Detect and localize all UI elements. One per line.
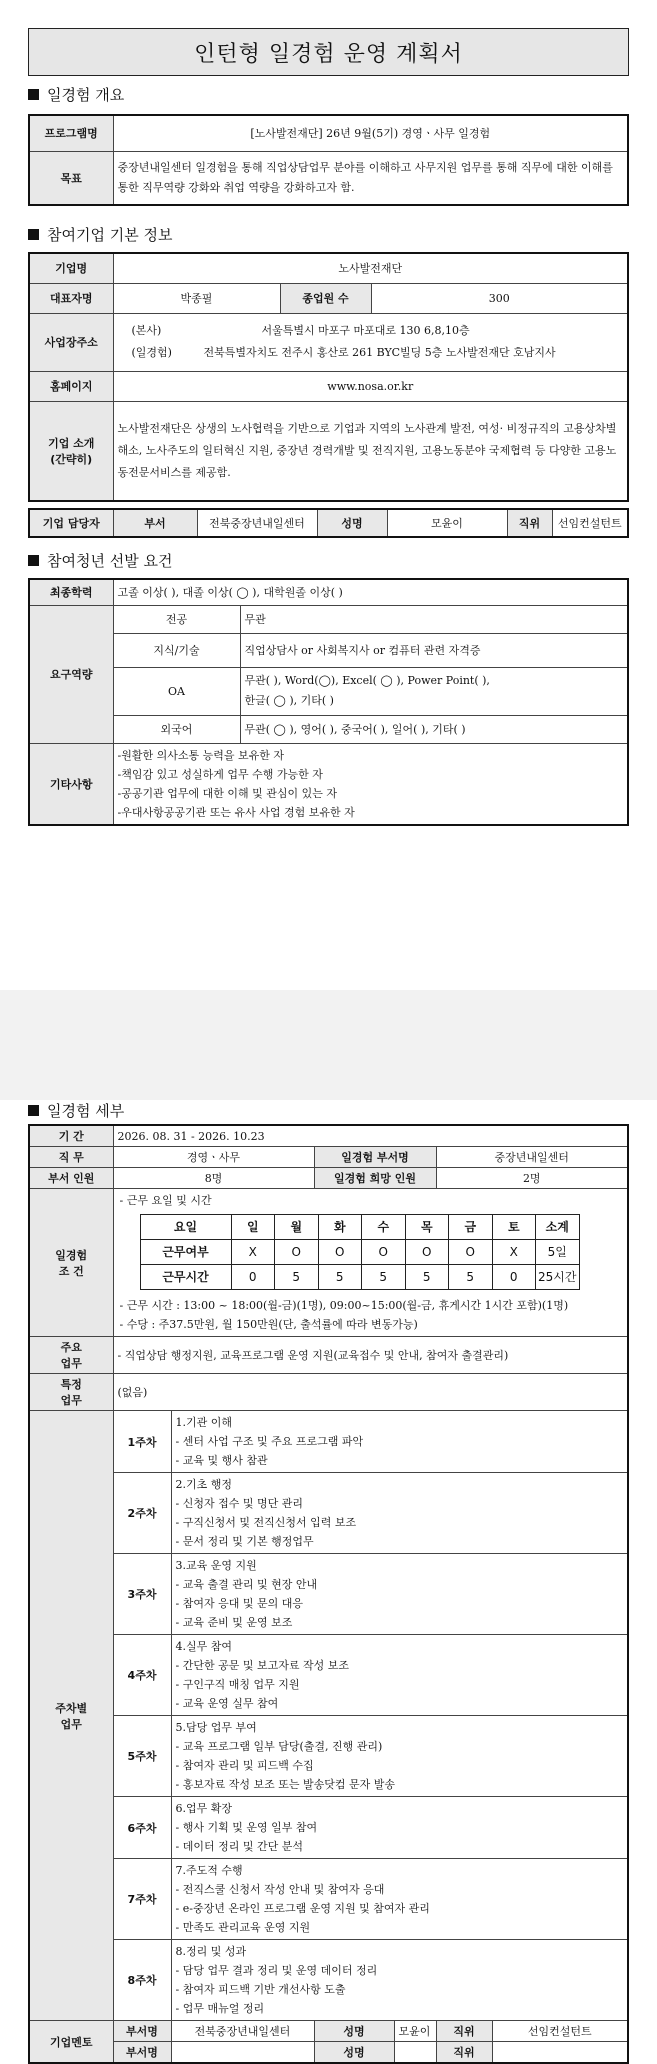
week-line: - 신청자 접수 및 명단 관리 bbox=[175, 1497, 303, 1510]
week-line: - 교육 출결 관리 및 현장 안내 bbox=[175, 1578, 318, 1591]
week-label: 7주차 bbox=[113, 1859, 171, 1940]
schedule-table bbox=[140, 1214, 580, 1290]
square-bullet-icon bbox=[28, 555, 39, 566]
condition-pay: - 수당 : 주37.5만원, 월 150만원(단, 출석률에 따라 변동가능) bbox=[119, 1317, 418, 1331]
mentor-name-value: 모윤이 bbox=[394, 2021, 436, 2042]
week-tasks bbox=[171, 1473, 628, 1554]
intro-label-line2: (간략히) bbox=[50, 452, 93, 466]
lang-label: 외국어 bbox=[113, 715, 240, 743]
schedule-cell: O bbox=[318, 1239, 362, 1264]
detail-dept-label: 일경험 부서명 bbox=[314, 1147, 436, 1168]
manager-position-label: 직위 bbox=[507, 509, 552, 537]
etc-label: 기타사항 bbox=[29, 743, 113, 825]
address-label: 사업장주소 bbox=[29, 313, 113, 371]
weekly-label-line1: 주차별 bbox=[55, 1701, 88, 1715]
week-line: - 구직신청서 및 전직신청서 입력 보조 bbox=[175, 1516, 357, 1529]
mentor-position-value: 선임컨설턴트 bbox=[492, 2021, 628, 2042]
condition-label-line2: 조 건 bbox=[58, 1264, 84, 1278]
page-one bbox=[0, 0, 657, 990]
etc-value bbox=[113, 743, 628, 825]
intro-value: 노사발전재단은 상생의 노사협력을 기반으로 기업과 지역의 노사관계 발전, 여성· 비정규직의 고용상차별해소, 노사주도의 일터혁신 지원, 중장년 경력개발 및 전직지원, 고용노동분야 국제협력 등 다양한 고용노동전문서비스를 제공함. bbox=[113, 401, 628, 501]
schedule-cell: 토 bbox=[492, 1214, 536, 1239]
condition-intro: - 근무 요일 및 시간 bbox=[119, 1193, 212, 1207]
schedule-cell: O bbox=[449, 1239, 493, 1264]
schedule-cell: 요일 bbox=[140, 1214, 231, 1239]
week-tasks bbox=[171, 1940, 628, 2021]
etc-item: -책임감 있고 성실하게 업무 수행 가능한 자 bbox=[117, 767, 323, 781]
etc-item: -우대사항공공기관 또는 유사 사업 경험 보유한 자 bbox=[117, 805, 355, 819]
schedule-cell: 목 bbox=[405, 1214, 449, 1239]
etc-item: -원활한 의사소통 능력을 보유한 자 bbox=[117, 748, 284, 762]
week-line: - 업무 매뉴얼 정리 bbox=[175, 2002, 265, 2015]
manager-position-value: 선임컨설턴트 bbox=[552, 509, 628, 537]
page-two bbox=[0, 1100, 657, 2059]
period-value: 2026. 08. 31 - 2026. 10.23 bbox=[113, 1125, 628, 1147]
special-task-label-line2: 업무 bbox=[60, 1394, 82, 1407]
major-value: 무관 bbox=[240, 605, 628, 633]
address-value bbox=[113, 313, 628, 371]
company-heading bbox=[28, 224, 172, 245]
schedule-cell: 5 bbox=[275, 1264, 319, 1289]
mentor2-position-label: 직위 bbox=[436, 2042, 492, 2064]
weekly-label-line2: 업무 bbox=[60, 1717, 82, 1731]
detail-dept-value: 중장년내일센터 bbox=[436, 1147, 628, 1168]
week-label: 5주차 bbox=[113, 1716, 171, 1797]
week-line: 8.정리 및 성과 bbox=[175, 1945, 247, 1958]
intro-label bbox=[29, 401, 113, 501]
oa-line2: 한글( ◯ ), 기타( ) bbox=[244, 694, 334, 707]
job-label: 직 무 bbox=[29, 1147, 113, 1168]
week-line: - 참여자 응대 및 문의 대응 bbox=[175, 1597, 303, 1610]
week-tasks bbox=[171, 1554, 628, 1635]
goal-value: 중장년내일센터 일경험을 통해 직업상담업무 분야를 이해하고 사무지원 업무를 통해 직무에 대한 이해를 통한 직무역량 강화와 취업 역량을 강화하고자 함. bbox=[113, 151, 628, 205]
mentor-name-label: 성명 bbox=[314, 2021, 394, 2042]
week-line: - 교육 및 행사 참관 bbox=[175, 1454, 268, 1467]
detail-heading-text: 일경험 세부 bbox=[47, 1102, 125, 1120]
staff-label: 부서 인원 bbox=[29, 1168, 113, 1189]
week-label: 1주차 bbox=[113, 1411, 171, 1473]
manager-name-value: 모윤이 bbox=[387, 509, 507, 537]
week-label: 8주차 bbox=[113, 1940, 171, 2021]
lang-value: 무관( ◯ ), 영어( ), 중국어( ), 일어( ), 기타( ) bbox=[240, 715, 628, 743]
week-tasks bbox=[171, 1716, 628, 1797]
week-line: 1.기관 이해 bbox=[175, 1416, 232, 1429]
week-line: - 구인구직 매칭 업무 지원 bbox=[175, 1678, 300, 1691]
week-line: - 참여자 관리 및 피드백 수집 bbox=[175, 1759, 314, 1772]
site-tag: (일경험) bbox=[131, 346, 172, 359]
schedule-cell: 소계 bbox=[536, 1214, 580, 1239]
condition-label bbox=[29, 1189, 113, 1337]
week-line: - 간단한 공문 및 보고자료 작성 보조 bbox=[175, 1659, 349, 1672]
week-line: 4.실무 참여 bbox=[175, 1640, 232, 1653]
mentor-label: 기업멘토 bbox=[29, 2021, 113, 2064]
weekly-label bbox=[29, 1411, 113, 2021]
week-line: 3.교육 운영 지원 bbox=[175, 1559, 257, 1572]
overview-heading bbox=[28, 84, 124, 105]
skill-value: 직업상담사 or 사회복지사 or 컴퓨터 관련 자격증 bbox=[240, 633, 628, 667]
hope-label: 일경험 희망 인원 bbox=[314, 1168, 436, 1189]
schedule-cell: 25시간 bbox=[536, 1264, 580, 1289]
company-table bbox=[28, 252, 629, 502]
week-label: 3주차 bbox=[113, 1554, 171, 1635]
requirements-heading-text: 참여청년 선발 요건 bbox=[47, 552, 173, 570]
competency-label: 요구역량 bbox=[29, 605, 113, 743]
week-line: - 교육 운영 실무 참여 bbox=[175, 1697, 279, 1710]
mentor2-name-value bbox=[394, 2042, 436, 2064]
special-task-label-line1: 특정 bbox=[60, 1378, 82, 1391]
week-tasks bbox=[171, 1859, 628, 1940]
mentor2-dept-label: 부서명 bbox=[113, 2042, 171, 2064]
main-task-label-line2: 업무 bbox=[60, 1357, 82, 1370]
oa-line1: 무관( ), Word(◯), Excel( ◯ ), Power Point( ), bbox=[244, 674, 490, 687]
week-line: - 담당 업무 결과 정리 및 운영 데이터 정리 bbox=[175, 1964, 378, 1977]
week-line: - 교육 준비 및 운영 보조 bbox=[175, 1616, 293, 1629]
week-line: 5.담당 업무 부여 bbox=[175, 1721, 257, 1734]
week-line: - 데이터 정리 및 간단 분석 bbox=[175, 1840, 303, 1853]
mentor-position-label: 직위 bbox=[436, 2021, 492, 2042]
manager-dept-value: 전북중장년내일센터 bbox=[197, 509, 317, 537]
schedule-cell: O bbox=[405, 1239, 449, 1264]
special-task-value: (없음) bbox=[113, 1374, 628, 1411]
program-label: 프로그램명 bbox=[29, 115, 113, 151]
square-bullet-icon bbox=[28, 229, 39, 240]
schedule-cell: O bbox=[275, 1239, 319, 1264]
document-title: 인턴형 일경험 운영 계획서 bbox=[28, 28, 629, 76]
week-line: 7.주도적 수행 bbox=[175, 1864, 243, 1877]
square-bullet-icon bbox=[28, 89, 39, 100]
schedule-cell: X bbox=[492, 1239, 536, 1264]
schedule-cell: 0 bbox=[231, 1264, 275, 1289]
company-heading-text: 참여기업 기본 정보 bbox=[47, 226, 173, 244]
schedule-cell: 근무시간 bbox=[140, 1264, 231, 1289]
edu-label: 최종학력 bbox=[29, 579, 113, 605]
week-line: - 센터 사업 구조 및 주요 프로그램 파악 bbox=[175, 1435, 364, 1448]
manager-name-label: 성명 bbox=[317, 509, 387, 537]
schedule-cell: 5 bbox=[405, 1264, 449, 1289]
skill-label: 지식/기술 bbox=[113, 633, 240, 667]
week-line: 6.업무 확장 bbox=[175, 1802, 232, 1815]
page-gap bbox=[0, 990, 657, 1100]
week-line: - 홍보자료 작성 보조 또는 발송닷컴 문자 발송 bbox=[175, 1778, 395, 1791]
week-line: - e-중장년 온라인 프로그램 운영 지원 및 참여자 관리 bbox=[175, 1902, 430, 1915]
week-label: 4주차 bbox=[113, 1635, 171, 1716]
condition-time: - 근무 시간 : 13:00 ~ 18:00(월-금)(1명), 09:00~15:00(월-금, 휴게시간 1시간 포함)(1명) bbox=[119, 1298, 569, 1312]
mentor2-dept-value bbox=[171, 2042, 314, 2064]
schedule-cell: O bbox=[362, 1239, 406, 1264]
week-line: - 참여자 피드백 기반 개선사항 도출 bbox=[175, 1983, 346, 1996]
week-tasks bbox=[171, 1411, 628, 1473]
employees-label: 종업원 수 bbox=[280, 283, 371, 313]
special-task-label bbox=[29, 1374, 113, 1411]
hq-tag: (본사) bbox=[131, 324, 162, 337]
week-line: - 문서 정리 및 기본 행정업무 bbox=[175, 1535, 314, 1548]
week-tasks bbox=[171, 1797, 628, 1859]
intro-label-line1: 기업 소개 bbox=[48, 436, 95, 450]
company-name-value: 노사발전재단 bbox=[113, 253, 628, 283]
requirements-table bbox=[28, 578, 629, 826]
schedule-cell: 5 bbox=[362, 1264, 406, 1289]
main-task-label-line1: 주요 bbox=[60, 1341, 82, 1354]
schedule-cell: 5 bbox=[449, 1264, 493, 1289]
schedule-cell: 월 bbox=[275, 1214, 319, 1239]
condition-label-line1: 일경험 bbox=[55, 1248, 88, 1262]
condition-value bbox=[113, 1189, 628, 1337]
ceo-value: 박종필 bbox=[113, 283, 280, 313]
major-label: 전공 bbox=[113, 605, 240, 633]
week-line: - 교육 프로그램 일부 담당(출결, 진행 관리) bbox=[175, 1740, 383, 1753]
period-label: 기 간 bbox=[29, 1125, 113, 1147]
week-label: 6주차 bbox=[113, 1797, 171, 1859]
site-address: 전북특별자치도 전주시 홍산로 261 BYC빌딩 5층 노사발전재단 호남지사 bbox=[203, 346, 556, 359]
schedule-cell: X bbox=[231, 1239, 275, 1264]
etc-item: -공공기관 업무에 대한 이해 및 관심이 있는 자 bbox=[117, 786, 337, 800]
employees-value: 300 bbox=[371, 283, 628, 313]
schedule-cell: 0 bbox=[492, 1264, 536, 1289]
hq-address: 서울특별시 마포구 마포대로 130 6,8,10층 bbox=[261, 324, 470, 337]
detail-heading bbox=[28, 1100, 124, 1121]
schedule-cell: 화 bbox=[318, 1214, 362, 1239]
homepage-value: www.nosa.or.kr bbox=[113, 371, 628, 401]
week-line: - 만족도 관리교육 운영 지원 bbox=[175, 1921, 311, 1934]
mentor-dept-value: 전북중장년내일센터 bbox=[171, 2021, 314, 2042]
main-task-label bbox=[29, 1337, 113, 1374]
square-bullet-icon bbox=[28, 1105, 39, 1116]
week-line: 2.기초 행정 bbox=[175, 1478, 232, 1491]
overview-heading-text: 일경험 개요 bbox=[47, 86, 125, 104]
detail-table bbox=[28, 1124, 629, 2064]
homepage-label: 홈페이지 bbox=[29, 371, 113, 401]
oa-label: OA bbox=[113, 667, 240, 715]
mentor2-name-label: 성명 bbox=[314, 2042, 394, 2064]
week-tasks bbox=[171, 1635, 628, 1716]
week-line: - 행사 기획 및 운영 일부 참여 bbox=[175, 1821, 318, 1834]
hope-value: 2명 bbox=[436, 1168, 628, 1189]
manager-table bbox=[28, 508, 629, 538]
schedule-header-row bbox=[140, 1214, 579, 1239]
manager-label: 기업 담당자 bbox=[29, 509, 113, 537]
week-line: - 전직스쿨 신청서 작성 안내 및 참여자 응대 bbox=[175, 1883, 385, 1896]
schedule-workday-row bbox=[140, 1239, 579, 1264]
job-value: 경영ㆍ사무 bbox=[113, 1147, 314, 1168]
schedule-hours-row bbox=[140, 1264, 579, 1289]
manager-dept-label: 부서 bbox=[113, 509, 197, 537]
schedule-cell: 5 bbox=[318, 1264, 362, 1289]
edu-value: 고졸 이상( ), 대졸 이상( ◯ ), 대학원졸 이상( ) bbox=[113, 579, 628, 605]
overview-table bbox=[28, 114, 629, 206]
requirements-heading bbox=[28, 550, 172, 571]
schedule-cell: 5일 bbox=[536, 1239, 580, 1264]
goal-label: 목표 bbox=[29, 151, 113, 205]
main-task-value: - 직업상담 행정지원, 교육프로그램 운영 지원(교육접수 및 안내, 참여자 출결관리) bbox=[113, 1337, 628, 1374]
mentor2-position-value bbox=[492, 2042, 628, 2064]
company-name-label: 기업명 bbox=[29, 253, 113, 283]
schedule-cell: 금 bbox=[449, 1214, 493, 1239]
mentor-dept-label: 부서명 bbox=[113, 2021, 171, 2042]
schedule-cell: 일 bbox=[231, 1214, 275, 1239]
program-value: [노사발전재단] 26년 9월(5기) 경영ㆍ사무 일경험 bbox=[113, 115, 628, 151]
schedule-cell: 근무여부 bbox=[140, 1239, 231, 1264]
week-label: 2주차 bbox=[113, 1473, 171, 1554]
staff-value: 8명 bbox=[113, 1168, 314, 1189]
ceo-label: 대표자명 bbox=[29, 283, 113, 313]
schedule-cell: 수 bbox=[362, 1214, 406, 1239]
oa-value bbox=[240, 667, 628, 715]
